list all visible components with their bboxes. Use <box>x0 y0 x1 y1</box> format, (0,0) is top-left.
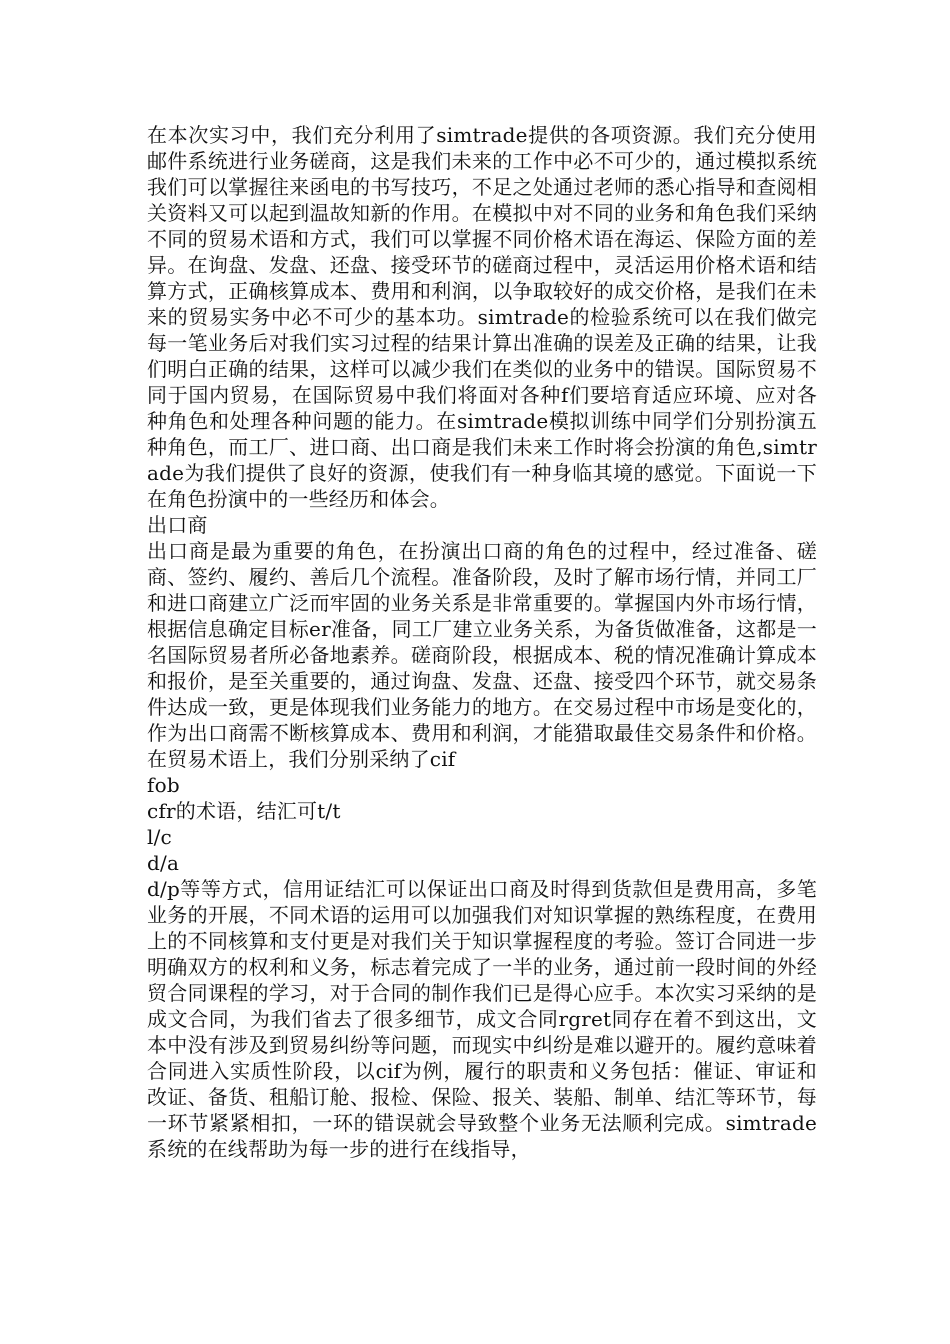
paragraph-resources: 在本次实习中，我们充分利用了simtrade提供的各项资源。我们充分使用邮件系统进行业务磋商，这是我们未来的工作中必不可少的，通过模拟系统我们可以掌握往来函电的书写技巧，不足之处通过老师的悉心指导和查阅相关资料又可以起到温故知新的作用。在模拟中对不同的业务和角色我们采纳不同的贸易术语和方式，我们可以掌握不同价格术语在海运、保险方面的差异。在询盘、发盘、还盘、接受环节的磋商过程中，灵活运用价格术语和结算方式，正确核算成本、费用和利润，以争取较好的成交价格，是我们在未来的贸易实务中必不可少的基本功。simtrade的检验系统可以在我们做完每一笔业务后对我们实习过程的结果计算出准确的误差及正确的结果，让我们明白正确的结果，这样可以减少我们在类似的业务中的错误。国际贸易不同于国内贸易，在国际贸易中我们将面对各种f们要培育适应环境、应对各种角色和处理各种问题的能力。在simtrade模拟训练中同学们分别扮演五种角色，而工厂、进口商、出口商是我们未来工作时将会扮演的角色,simtrade为我们提供了良好的资源，使我们有一种身临其境的感觉。下面说一下在角色扮演中的一些经历和体会。 <box>147 123 817 511</box>
line-lc: l/c <box>147 825 172 849</box>
document-body <box>147 122 817 1162</box>
paragraph-contract: d/p等等方式，信用证结汇可以保证出口商及时得到货款但是费用高，多笔业务的开展，不同术语的运用可以加强我们对知识掌握的熟练程度，在费用上的不同核算和支付更是对我们关于知识掌握程度的考验。签订合同进一步明确双方的权利和义务，标志着完成了一半的业务，通过前一段时间的外经贸合同课程的学习，对于合同的制作我们已是得心应手。本次实习采纳的是成文合同，为我们省去了很多细节，成文合同rgret同存在着不到这出，文本中没有涉及到贸易纠纷等问题，而现实中纠纷是难以避开的。履约意味着合同进入实质性阶段，以cif为例，履行的职责和义务包括：催证、审证和改证、备货、租船订舱、报检、保险、报关、装船、制单、结汇等环节，每一环节紧紧相扣，一环的错误就会导致整个业务无法顺利完成。simtrade系统的在线帮助为每一步的进行在线指导， <box>147 877 817 1161</box>
line-fob: fob <box>147 773 180 797</box>
line-da: d/a <box>147 851 180 875</box>
line-cfr: cfr的术语，结汇可t/t <box>147 799 341 823</box>
heading-exporter: 出口商 <box>147 513 208 537</box>
paragraph-exporter: 出口商是最为重要的角色，在扮演出口商的角色的过程中，经过准备、磋商、签约、履约、善后几个流程。准备阶段，及时了解市场行情，并同工厂和进口商建立广泛而牢固的业务关系是非常重要的。掌握国内外市场行情，根据信息确定目标er准备，同工厂建立业务关系，为备货做准备，这都是一名国际贸易者所必备地素养。磋商阶段，根据成本、税的情况准确计算成本和报价，是至关重要的，通过询盘、发盘、还盘、接受四个环节，就交易条件达成一致，更是体现我们业务能力的地方。在交易过程中市场是变化的，作为出口商需不断核算成本、费用和利润，才能猎取最佳交易条件和价格。在贸易术语上，我们分别采纳了cif <box>147 539 817 771</box>
